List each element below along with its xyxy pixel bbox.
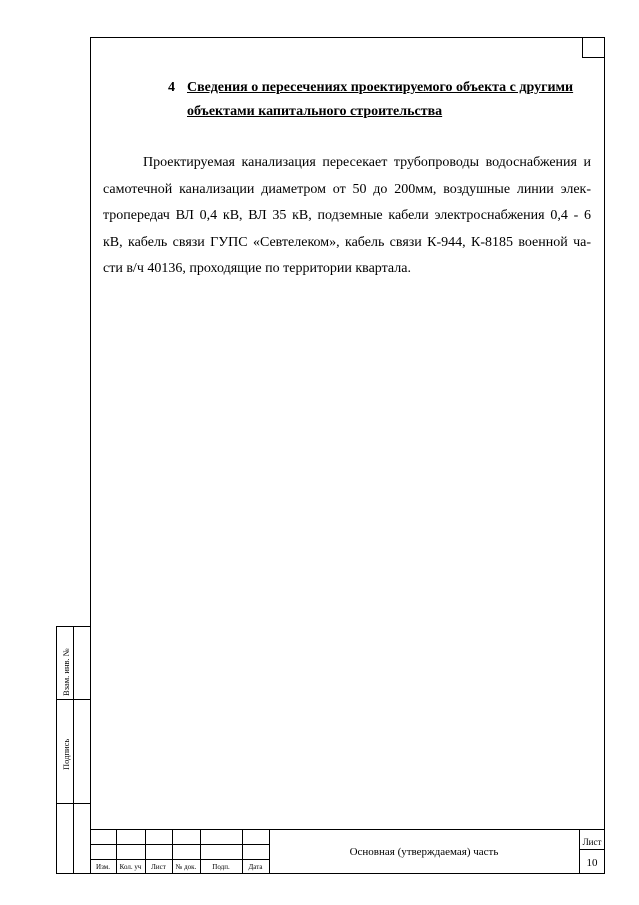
paragraph-line: кВ, кабель связи ГУПС «Севтелеком», кабель связи К-944, К-8185 военной ча-: [103, 234, 591, 250]
section-title: [187, 76, 595, 124]
sheet-number: 10: [586, 857, 598, 869]
tb-col-data: Дата: [248, 863, 263, 871]
side-stamp-divider: [73, 627, 74, 873]
section-title-line-2: объектами капитального строительства: [187, 104, 443, 119]
side-stamp-divider: [57, 803, 91, 804]
section-number: 4: [168, 80, 175, 95]
sheet-label: Лист: [582, 837, 602, 847]
vzam-inv-label: Взам. инв. №: [61, 648, 71, 696]
side-stamp-divider: [57, 699, 91, 700]
corner-box: [582, 37, 605, 58]
tb-col-kol-uch: Кол. уч: [119, 863, 142, 871]
tb-col-list: Лист: [151, 863, 166, 871]
body-paragraph: [103, 150, 591, 283]
tb-line: [579, 849, 605, 850]
paragraph-line: тропередач ВЛ 0,4 кВ, ВЛ 35 кВ, подземные кабели электроснабжения 0,4 - 6: [103, 208, 591, 223]
paragraph-line: сти в/ч 40136, проходящие по территории квартала.: [103, 261, 411, 276]
podpis-label: Подпись: [61, 738, 71, 770]
tb-col-podp: Подп.: [212, 863, 230, 871]
document-name: Основная (утверждаемая) часть: [349, 845, 499, 858]
paragraph-line: Проектируемая канализация пересекает трубопроводы водоснабжения и: [143, 155, 591, 170]
side-stamp: [56, 626, 90, 874]
section-title-line-1: Сведения о пересечениях проектируемого объекта с другими: [187, 80, 574, 95]
title-block: [90, 829, 605, 874]
paragraph-line: самотечной канализации диаметром от 50 до 200мм, воздушные линии элек-: [103, 181, 591, 197]
tb-col-no-dok: № док.: [175, 863, 197, 871]
tb-col-izm: Изм.: [96, 863, 110, 871]
